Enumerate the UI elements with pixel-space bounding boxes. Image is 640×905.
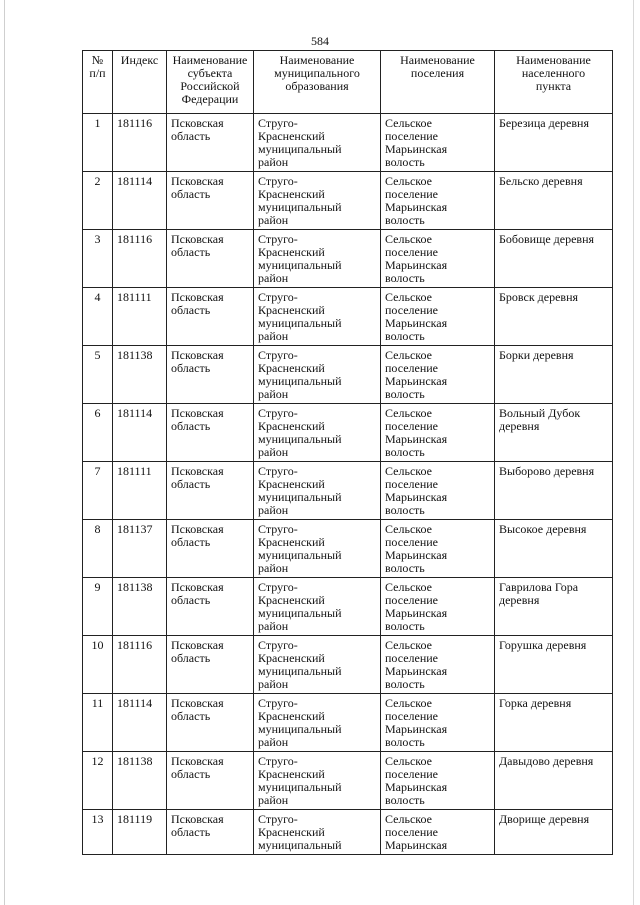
cell-line: Высокое деревня [499, 522, 587, 536]
settlement-cell [381, 288, 495, 346]
cell-line: Струго- [258, 638, 298, 652]
cell-line: поселение [385, 419, 439, 433]
municipality-cell [254, 694, 381, 752]
municipality-cell [254, 114, 381, 172]
cell-line: Сельское [385, 754, 432, 768]
cell-line: Марьинская [385, 722, 448, 736]
cell-line: Струго- [258, 464, 298, 478]
cell-line: муниципальный [258, 606, 342, 620]
cell-line: муниципальный [258, 258, 342, 272]
settlement-cell [381, 810, 495, 855]
subject-cell [167, 636, 254, 694]
table-row [83, 114, 613, 172]
cell-line: Марьинская [385, 142, 448, 156]
cell-line: Сельское [385, 174, 432, 188]
cell-line: область [171, 129, 211, 143]
cell-line: Сельское [385, 812, 432, 826]
locality-cell [495, 462, 613, 520]
postal-index: 181116 [113, 636, 167, 694]
postal-index: 181138 [113, 752, 167, 810]
cell-line: Марьинская [385, 258, 448, 272]
cell-line: Бобовище деревня [499, 232, 595, 246]
postal-index: 181138 [113, 578, 167, 636]
cell-line: Наименование [279, 53, 355, 67]
settlement-cell [381, 520, 495, 578]
cell-line: волость [385, 793, 425, 807]
cell-line: муниципальный [258, 548, 342, 562]
cell-line: Марьинская [385, 780, 448, 794]
cell-line: поселение [385, 825, 439, 839]
cell-line: область [171, 303, 211, 317]
cell-line: Сельское [385, 696, 432, 710]
locality-cell [495, 346, 613, 404]
cell-line: волость [385, 213, 425, 227]
table-row [83, 520, 613, 578]
locality-cell [495, 752, 613, 810]
cell-line: Горушка деревня [499, 638, 587, 652]
cell-line: Дворище деревня [499, 812, 590, 826]
cell-line: Красненский [258, 651, 325, 665]
cell-line: Красненский [258, 419, 325, 433]
cell-line: Красненский [258, 767, 325, 781]
locality-cell [495, 288, 613, 346]
column-header-locality [495, 51, 613, 114]
cell-line: район [258, 271, 289, 285]
table-body [83, 114, 613, 855]
cell-line: Марьинская [385, 200, 448, 214]
cell-line: волость [385, 387, 425, 401]
cell-line: район [258, 155, 289, 169]
cell-line: п/п [89, 66, 106, 80]
cell-line: Федерации [181, 92, 239, 106]
column-header-municipality [254, 51, 381, 114]
cell-line: Псковская [171, 174, 224, 188]
cell-line: Псковская [171, 232, 224, 246]
cell-line: Красненский [258, 361, 325, 375]
cell-line: Сельское [385, 522, 432, 536]
locality-cell [495, 114, 613, 172]
cell-line: муниципальный [258, 200, 342, 214]
municipality-cell [254, 520, 381, 578]
cell-line: Псковская [171, 638, 224, 652]
row-number: 5 [83, 346, 113, 404]
cell-line: Березица деревня [499, 116, 589, 130]
table-row [83, 752, 613, 810]
cell-line: Бельско деревня [499, 174, 583, 188]
cell-line: Сельское [385, 232, 432, 246]
subject-cell [167, 462, 254, 520]
cell-line: поселение [385, 129, 439, 143]
cell-line: Марьинская [385, 548, 448, 562]
scan-edge-right [633, 0, 634, 905]
cell-line: Марьинская [385, 838, 448, 852]
locality-cell [495, 230, 613, 288]
row-number: 9 [83, 578, 113, 636]
cell-line: район [258, 735, 289, 749]
postal-index: 181111 [113, 288, 167, 346]
cell-line: район [258, 387, 289, 401]
settlement-cell [381, 404, 495, 462]
cell-line: поселение [385, 187, 439, 201]
table-row [83, 172, 613, 230]
cell-line: субъекта [187, 66, 233, 80]
cell-line: населенного [521, 66, 586, 80]
row-number: 13 [83, 810, 113, 855]
cell-line: Наименование [516, 53, 591, 67]
column-header-settlement [381, 51, 495, 114]
locality-cell [495, 636, 613, 694]
settlement-cell [381, 346, 495, 404]
cell-line: Сельское [385, 464, 432, 478]
cell-line: муниципальный [258, 490, 342, 504]
row-number: 3 [83, 230, 113, 288]
cell-line: муниципальный [258, 722, 342, 736]
cell-line: Марьинская [385, 490, 448, 504]
subject-cell [167, 578, 254, 636]
table-row [83, 404, 613, 462]
column-header-index [113, 51, 167, 114]
settlement-cell [381, 230, 495, 288]
subject-cell [167, 752, 254, 810]
row-number: 8 [83, 520, 113, 578]
cell-line: волость [385, 271, 425, 285]
cell-line: область [171, 767, 211, 781]
cell-line: образования [285, 79, 349, 93]
cell-line: муниципальный [258, 664, 342, 678]
subject-cell [167, 346, 254, 404]
cell-line: Струго- [258, 522, 298, 536]
cell-line: волость [385, 503, 425, 517]
cell-line: Горка деревня [499, 696, 572, 710]
cell-line: район [258, 793, 289, 807]
cell-line: Псковская [171, 116, 224, 130]
cell-line: Красненский [258, 709, 325, 723]
cell-line: Псковская [171, 406, 224, 420]
municipality-cell [254, 404, 381, 462]
cell-line: Гаврилова Гора [499, 580, 579, 594]
cell-line: поселение [385, 245, 439, 259]
cell-line: Струго- [258, 696, 298, 710]
cell-line: поселение [385, 709, 439, 723]
cell-line: Струго- [258, 232, 298, 246]
table-header [83, 51, 613, 114]
cell-line: район [258, 329, 289, 343]
row-number: 11 [83, 694, 113, 752]
cell-line: Псковская [171, 464, 224, 478]
municipality-cell [254, 172, 381, 230]
locality-cell [495, 694, 613, 752]
settlement-cell [381, 114, 495, 172]
cell-line: муниципального [274, 66, 360, 80]
cell-line: Борки деревня [499, 348, 574, 362]
cell-line: область [171, 187, 211, 201]
cell-line: район [258, 677, 289, 691]
cell-line: район [258, 503, 289, 517]
cell-line: Бровск деревня [499, 290, 579, 304]
cell-line: Индекс [120, 53, 159, 67]
cell-line: Псковская [171, 754, 224, 768]
subject-cell [167, 694, 254, 752]
column-header-num [83, 51, 113, 114]
municipality-cell [254, 752, 381, 810]
cell-line: Сельское [385, 116, 432, 130]
cell-line: поселение [385, 651, 439, 665]
subject-cell [167, 404, 254, 462]
cell-line: муниципальный [258, 838, 342, 852]
cell-line: волость [385, 329, 425, 343]
cell-line: муниципальный [258, 316, 342, 330]
table-row [83, 288, 613, 346]
cell-line: поселения [410, 66, 465, 80]
cell-line: Струго- [258, 754, 298, 768]
scan-edge-left [4, 0, 5, 905]
locality-cell [495, 520, 613, 578]
cell-line: Струго- [258, 812, 298, 826]
cell-line: Марьинская [385, 606, 448, 620]
table-row [83, 636, 613, 694]
cell-line: поселение [385, 535, 439, 549]
cell-line: муниципальный [258, 432, 342, 446]
cell-line: область [171, 419, 211, 433]
postal-index: 181138 [113, 346, 167, 404]
cell-line: Вольный Дубок [499, 406, 581, 420]
subject-cell [167, 230, 254, 288]
cell-line: поселение [385, 303, 439, 317]
subject-cell [167, 114, 254, 172]
municipality-cell [254, 288, 381, 346]
cell-line: волость [385, 445, 425, 459]
cell-line: Наименование [400, 53, 475, 67]
cell-line: Красненский [258, 245, 325, 259]
postal-index: 181111 [113, 462, 167, 520]
cell-line: область [171, 593, 211, 607]
table-row [83, 810, 613, 855]
municipality-cell [254, 636, 381, 694]
cell-line: Струго- [258, 348, 298, 362]
locality-cell [495, 810, 613, 855]
subject-cell [167, 172, 254, 230]
postal-index: 181119 [113, 810, 167, 855]
subject-cell [167, 810, 254, 855]
cell-line: волость [385, 619, 425, 633]
cell-line: район [258, 213, 289, 227]
cell-line: поселение [385, 767, 439, 781]
cell-line: Сельское [385, 638, 432, 652]
cell-line: область [171, 361, 211, 375]
cell-line: поселение [385, 477, 439, 491]
cell-line: Марьинская [385, 316, 448, 330]
row-number: 12 [83, 752, 113, 810]
cell-line: Красненский [258, 535, 325, 549]
settlement-cell [381, 578, 495, 636]
cell-line: район [258, 619, 289, 633]
cell-line: Наименование [172, 53, 248, 67]
municipality-cell [254, 462, 381, 520]
locality-cell [495, 578, 613, 636]
cell-line: область [171, 709, 211, 723]
cell-line: Струго- [258, 116, 298, 130]
cell-line: Псковская [171, 696, 224, 710]
cell-line: Красненский [258, 187, 325, 201]
cell-line: Красненский [258, 593, 325, 607]
cell-line: Сельское [385, 580, 432, 594]
cell-line: Красненский [258, 303, 325, 317]
municipality-cell [254, 230, 381, 288]
cell-line: район [258, 561, 289, 575]
cell-line: Псковская [171, 580, 224, 594]
cell-line: область [171, 245, 211, 259]
cell-line: Псковская [171, 812, 224, 826]
cell-line: область [171, 477, 211, 491]
cell-line: Марьинская [385, 664, 448, 678]
cell-line: Марьинская [385, 374, 448, 388]
cell-line: волость [385, 561, 425, 575]
row-number: 1 [83, 114, 113, 172]
cell-line: № [91, 53, 104, 67]
settlement-cell [381, 752, 495, 810]
municipality-cell [254, 810, 381, 855]
localities-table [82, 50, 613, 855]
cell-line: Сельское [385, 406, 432, 420]
cell-line: Марьинская [385, 432, 448, 446]
postal-index: 181116 [113, 114, 167, 172]
column-header-subject [167, 51, 254, 114]
cell-line: деревня [499, 419, 540, 433]
settlement-cell [381, 172, 495, 230]
postal-index: 181114 [113, 172, 167, 230]
settlement-cell [381, 694, 495, 752]
table-row [83, 230, 613, 288]
cell-line: Сельское [385, 290, 432, 304]
cell-line: область [171, 651, 211, 665]
table-row [83, 346, 613, 404]
table-row [83, 462, 613, 520]
cell-line: пункта [535, 79, 572, 93]
cell-line: Выборово деревня [499, 464, 595, 478]
cell-line: деревня [499, 593, 540, 607]
header-row [83, 51, 613, 114]
cell-line: волость [385, 155, 425, 169]
cell-line: поселение [385, 593, 439, 607]
locality-cell [495, 172, 613, 230]
row-number: 10 [83, 636, 113, 694]
table-row [83, 578, 613, 636]
cell-line: Красненский [258, 825, 325, 839]
cell-line: муниципальный [258, 142, 342, 156]
row-number: 6 [83, 404, 113, 462]
cell-line: Сельское [385, 348, 432, 362]
municipality-cell [254, 346, 381, 404]
postal-index: 181116 [113, 230, 167, 288]
cell-line: Красненский [258, 129, 325, 143]
table-row [83, 694, 613, 752]
cell-line: Струго- [258, 174, 298, 188]
cell-line: область [171, 825, 211, 839]
cell-line: поселение [385, 361, 439, 375]
postal-index: 181114 [113, 404, 167, 462]
postal-index: 181137 [113, 520, 167, 578]
cell-line: район [258, 445, 289, 459]
settlement-cell [381, 462, 495, 520]
locality-cell [495, 404, 613, 462]
cell-line: Псковская [171, 348, 224, 362]
row-number: 4 [83, 288, 113, 346]
settlement-cell [381, 636, 495, 694]
subject-cell [167, 520, 254, 578]
cell-line: волость [385, 677, 425, 691]
cell-line: Струго- [258, 406, 298, 420]
page-number: 584 [311, 34, 329, 48]
cell-line: Струго- [258, 580, 298, 594]
cell-line: Красненский [258, 477, 325, 491]
cell-line: область [171, 535, 211, 549]
row-number: 2 [83, 172, 113, 230]
municipality-cell [254, 578, 381, 636]
cell-line: Псковская [171, 290, 224, 304]
cell-line: Струго- [258, 290, 298, 304]
cell-line: муниципальный [258, 374, 342, 388]
postal-index: 181114 [113, 694, 167, 752]
cell-line: Давыдово деревня [499, 754, 594, 768]
subject-cell [167, 288, 254, 346]
row-number: 7 [83, 462, 113, 520]
cell-line: муниципальный [258, 780, 342, 794]
cell-line: волость [385, 735, 425, 749]
cell-line: Российской [180, 79, 240, 93]
cell-line: Псковская [171, 522, 224, 536]
